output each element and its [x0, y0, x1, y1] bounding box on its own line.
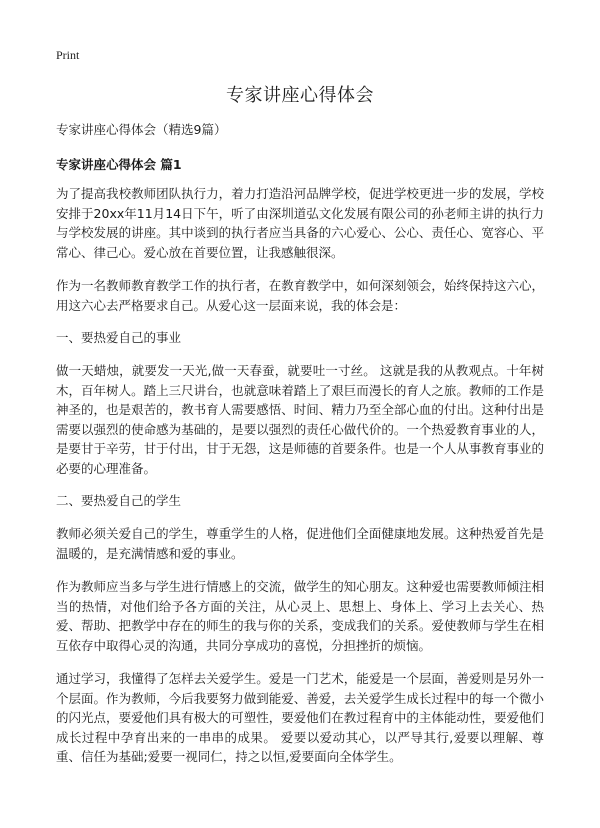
- section-paragraph: 作为教师应当多与学生进行情感上的交流，做学生的知心朋友。这种爱也需要教师倾注相当的热情，对他们给予各方面的关注，从心灵上、思想上、身体上、学习上去关心、热爱、帮助、把教学中存在的师生的我与你的关系，变成我们的关系。爱使教师与学生在相互依存中取得心灵的沟通，共同分享成功的喜悦，分担挫折的烦恼。: [56, 579, 544, 653]
- print-link[interactable]: Print: [56, 48, 80, 62]
- section-heading: 二、要热爱自己的学生: [56, 493, 182, 508]
- section-heading: 一、要热爱自己的事业: [56, 330, 182, 345]
- article-heading: 专家讲座心得体会 篇1: [56, 157, 182, 172]
- intro-paragraph: 作为一名教师教育教学工作的执行者，在教育教学中，如何深刻领会，始终保持这六心，用这六心去严格要求自己。从爱心这一层面来说，我的体会是：: [56, 278, 544, 313]
- intro-paragraph: 为了提高我校教师团队执行力，着力打造沿河品牌学校，促进学校更进一步的发展，学校安排于20xx年11月14日下午，听了由深圳道弘文化发展有限公司的孙老师主讲的执行力与学校发展的讲座。其中谈到的执行者应当具备的六心爱心、公心、责任心、宽容心、平常心、律己心。爱心放在首要位置，让我感触很深。: [56, 186, 544, 260]
- section-paragraph: 做一天蜡烛，就要发一天光,做一天春蚕，就要吐一寸丝。 这就是我的从教观点。十年树木，百年树人。踏上三尺讲台，也就意味着踏上了艰巨而漫长的育人之旅。教师的工作是神圣的，也是艰苦的，教书育人需要感悟、时间、精力乃至全部心血的付出。这种付出是需要以强烈的使命感为基础的，是要以强烈的责任心做代价的。一个热爱教育事业的人，是要甘于辛劳，甘于付出，甘于无怨，这是师德的首要条件。也是一个人从事教育事业的必要的心理准备。: [56, 363, 544, 476]
- section-paragraph: 通过学习，我懂得了怎样去关爱学生。爱是一门艺术，能爱是一个层面，善爱则是另外一个层面。作为教师，今后我要努力做到能爱、善爱，去关爱学生成长过程中的每一个微小的闪光点，要爱他们具有极大的可塑性，要爱他们在教过程育中的主体能动性，要爱他们成长过程中孕育出来的一串串的成果。 爱要以爱动其心，以严导其行,爱要以理解、尊重、信任为基础;爱要一视同仁，持之以恒,爱要面向全体学生。: [56, 671, 544, 764]
- section-paragraph: 教师必须关爱自己的学生，尊重学生的人格，促进他们全面健康地发展。这种热爱首先是温暖的，是充满情感和爱的事业。: [56, 526, 544, 561]
- page-title: 专家讲座心得体会: [226, 85, 374, 106]
- document-subtitle: 专家讲座心得体会（精选9篇）: [56, 122, 227, 137]
